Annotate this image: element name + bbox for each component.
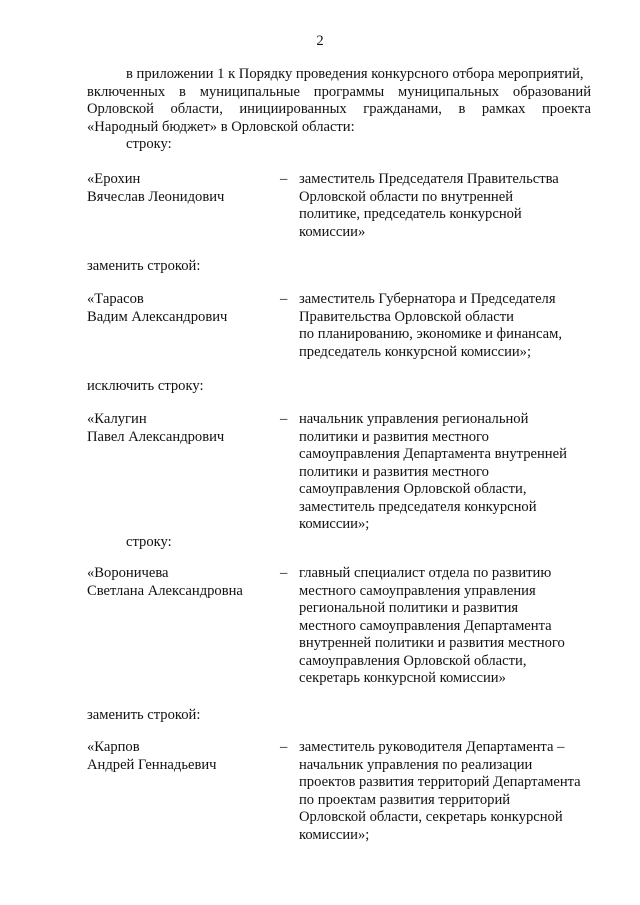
entry-name (87, 171, 277, 206)
entry-name (87, 739, 277, 774)
desc-line: местного самоуправления управления (299, 582, 536, 599)
desc-line: начальник управления по реализации (299, 756, 533, 773)
desc-line: по проектам развития территорий (299, 791, 511, 808)
desc-line: заместитель руководителя Департамента – (299, 739, 565, 755)
entry-name (87, 411, 277, 446)
desc-line: политике, председатель конкурсной (299, 206, 522, 222)
label-exclude: исключить строку: (87, 378, 204, 394)
entry-description (299, 411, 599, 534)
intro-paragraph (87, 66, 591, 136)
name-line: «Карпов (87, 739, 140, 755)
intro-word: проекта (541, 101, 591, 117)
name-line: Павел Александрович (87, 428, 225, 445)
label-replace-2: заменить строкой: (87, 707, 201, 723)
desc-line: главный специалист отдела по развитию (299, 565, 552, 581)
entry-dash: – (280, 565, 288, 581)
desc-line: комиссии» (299, 223, 366, 240)
intro-word: образований (512, 83, 591, 100)
name-line: Андрей Геннадьевич (87, 756, 217, 773)
desc-line: заместитель Губернатора и Председателя (299, 291, 556, 307)
desc-line: начальник управления региональной (299, 411, 529, 427)
desc-line: по планированию, экономике и финансам, (299, 326, 563, 342)
name-line: Вячеслав Леонидович (87, 188, 225, 205)
name-line: «Вороничева (87, 565, 169, 581)
entry-dash: – (280, 291, 288, 307)
desc-line: заместитель председателя конкурсной (299, 498, 537, 515)
name-line: Светлана Александровна (87, 582, 243, 599)
intro-word: в (178, 83, 186, 100)
intro-line-1: в приложении 1 к Порядку проведения конкурсного отбора мероприятий, (126, 66, 584, 82)
intro-line-3 (87, 101, 591, 119)
name-line: «Ерохин (87, 171, 141, 187)
entry-description (299, 739, 599, 844)
name-line: Вадим Александрович (87, 308, 228, 325)
label-row-2: строку: (126, 534, 172, 550)
intro-word: гражданами, (363, 101, 442, 117)
desc-line: Орловской области по внутренней (299, 188, 514, 205)
desc-line: проектов развития территорий Департамента (299, 774, 581, 790)
intro-line-4: «Народный бюджет» в Орловской области: (87, 118, 355, 135)
label-replace-1: заменить строкой: (87, 258, 201, 274)
desc-line: внутренней политики и развития местного (299, 635, 565, 651)
intro-word: программы (313, 83, 385, 100)
entry-name (87, 565, 277, 600)
entry-dash: – (280, 739, 288, 755)
desc-line: региональной политики и развития (299, 600, 519, 616)
intro-word: инициированных (239, 101, 347, 117)
intro-word: включенных (87, 83, 166, 100)
entry-description (299, 291, 599, 361)
intro-word: рамках (481, 101, 526, 117)
name-line: «Тарасов (87, 291, 144, 307)
desc-line: заместитель Председателя Правительства (299, 171, 559, 187)
entry-description (299, 565, 599, 688)
desc-line: Правительства Орловской области (299, 308, 514, 325)
page-number: 2 (316, 33, 324, 49)
name-line: «Калугин (87, 411, 147, 427)
desc-line: самоуправления Орловской области, (299, 481, 527, 497)
desc-line: самоуправления Орловской области, (299, 652, 527, 669)
intro-line-2 (87, 84, 591, 102)
entry-description (299, 171, 599, 241)
desc-line: политики и развития местного (299, 428, 489, 445)
desc-line: самоуправления Департамента внутренней (299, 446, 567, 462)
desc-line: комиссии»; (299, 516, 370, 532)
desc-line: секретарь конкурсной комиссии» (299, 670, 506, 686)
intro-word: муниципальных (398, 83, 500, 100)
intro-word: Орловской (87, 101, 154, 117)
entry-name (87, 291, 277, 326)
label-row-1: строку: (126, 136, 172, 152)
intro-word: в (458, 101, 466, 117)
intro-word: области, (170, 101, 223, 117)
entry-dash: – (280, 411, 288, 427)
entry-dash: – (280, 171, 288, 187)
desc-line: политики и развития местного (299, 463, 489, 480)
desc-line: председатель конкурсной комиссии»; (299, 343, 532, 360)
desc-line: комиссии»; (299, 826, 370, 843)
intro-word: муниципальные (199, 83, 300, 100)
desc-line: местного самоуправления Департамента (299, 617, 552, 634)
desc-line: Орловской области, секретарь конкурсной (299, 809, 563, 825)
